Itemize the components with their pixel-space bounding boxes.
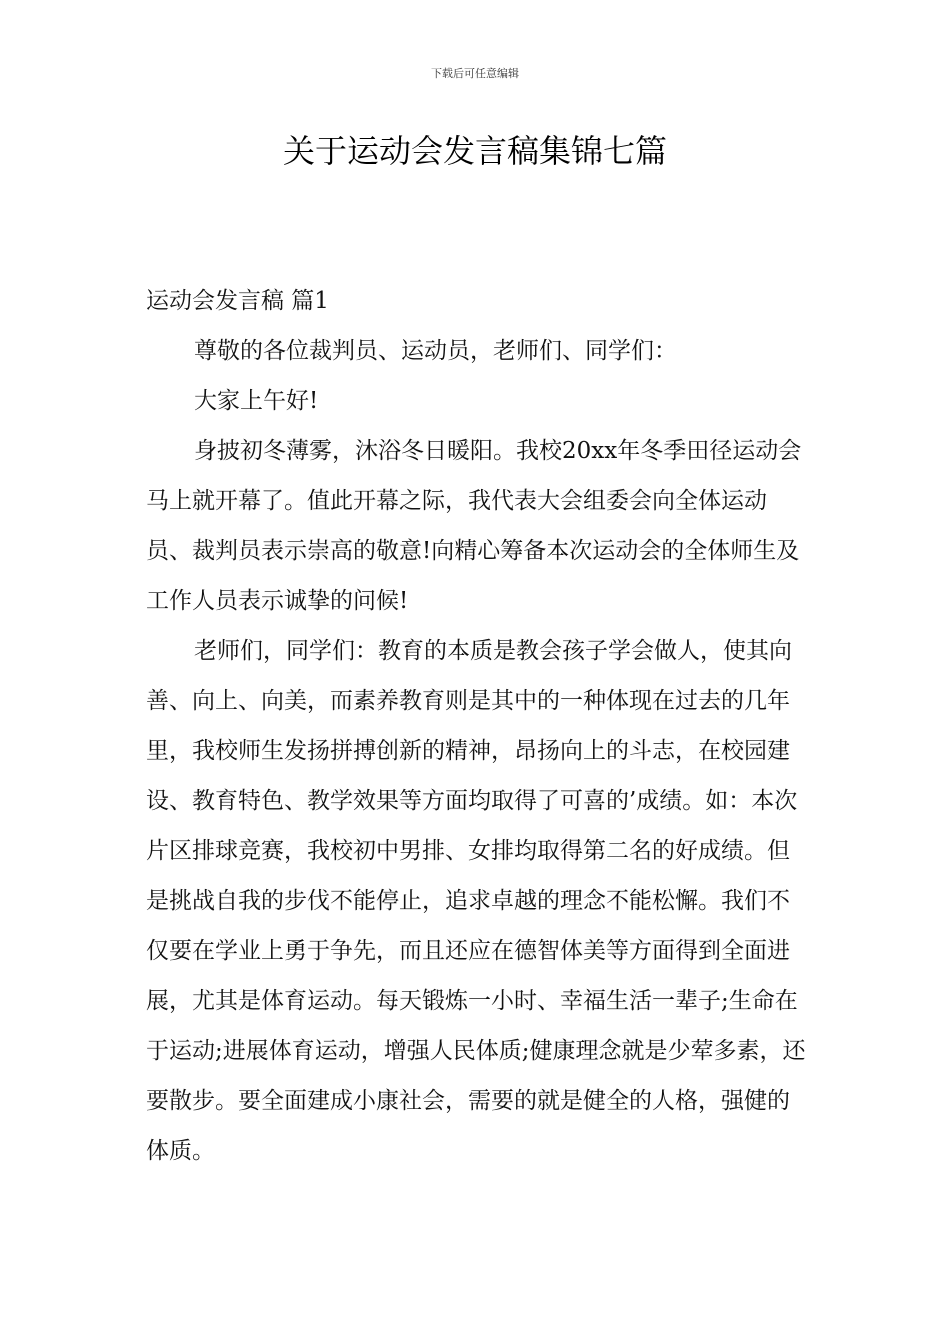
paragraph-body: 老师们，同学们：教育的本质是教会孩子学会做人，使其向善、向上、向美，而素养教育则是其中的一种体现在过去的几年里，我校师生发扬拼搏创新的精神，昂扬向上的斗志，在校园建设、教育特色、教学效果等方面均取得了可喜的’成绩。如：本次片区排球竞赛，我校初中男排、女排均取得第二名的好成绩。但是挑战自我的步伐不能停止，追求卓越的理念不能松懈。我们不仅要在学业上勇于争先，而且还应在德智体美等方面得到全面进展，尤其是体育运动。每天锻炼一小时、幸福生活一辈子;生命在于运动;进展体育运动，增强人民体质;健康理念就是少荤多素，还要散步。要全面建成小康社会，需要的就是健全的人格，强健的体质。: [146, 638, 806, 1164]
section-title: 运动会发言稿 篇1: [146, 288, 329, 314]
document-title: 关于运动会发言稿集锦七篇: [282, 132, 667, 170]
paragraph-opening: 身披初冬薄雾，沐浴冬日暖阳。我校20xx年冬季田径运动会马上就开幕了。值此开幕之际，我代表大会组委会向全体运动员、裁判员表示崇高的敬意!向精心筹备本次运动会的全体师生及工作人员表示诚挚的问候!: [146, 438, 802, 614]
paragraph-greeting: 大家上午好!: [194, 388, 319, 414]
header-note: 下载后可任意编辑: [431, 67, 519, 80]
document-body: [146, 276, 808, 1176]
paragraph-salutation: 尊敬的各位裁判员、运动员，老师们、同学们：: [194, 338, 677, 364]
